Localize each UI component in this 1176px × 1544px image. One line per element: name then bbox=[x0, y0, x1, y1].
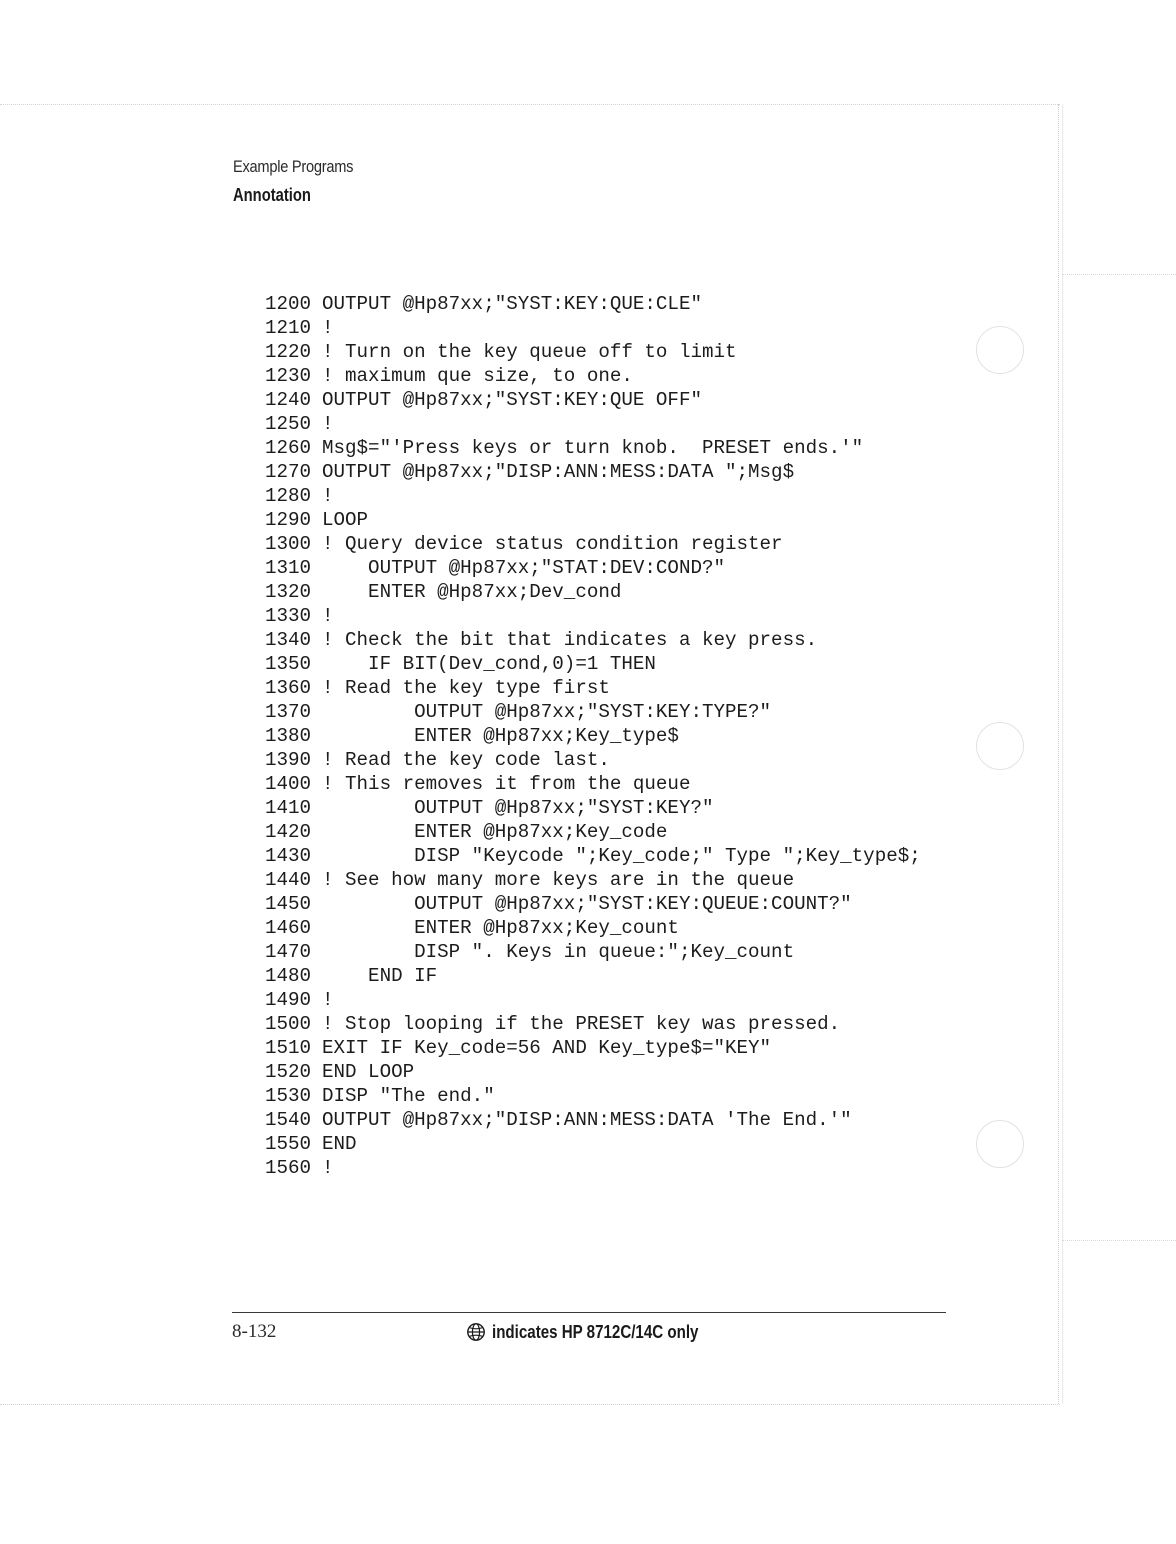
line-number: 1480 bbox=[265, 965, 312, 987]
line-number: 1410 bbox=[265, 797, 312, 819]
code-text: ! bbox=[322, 317, 334, 339]
code-text: OUTPUT @Hp87xx;"SYST:KEY?" bbox=[322, 797, 714, 819]
line-number: 1450 bbox=[265, 893, 312, 915]
code-line bbox=[265, 1036, 921, 1060]
line-number: 1200 bbox=[265, 293, 312, 315]
line-number: 1290 bbox=[265, 509, 312, 531]
footer-note-text: indicates HP 8712C/14C only bbox=[492, 1322, 699, 1342]
code-line bbox=[265, 1060, 921, 1084]
code-line bbox=[265, 820, 921, 844]
tab-divider bbox=[1062, 274, 1176, 275]
code-text: ENTER @Hp87xx;Key_code bbox=[322, 821, 668, 843]
code-line bbox=[265, 772, 921, 796]
line-number: 1340 bbox=[265, 629, 312, 651]
code-text: ! Read the key type first bbox=[322, 677, 610, 699]
code-text: ! Query device status condition register bbox=[322, 533, 783, 555]
line-number: 1260 bbox=[265, 437, 312, 459]
line-number: 1460 bbox=[265, 917, 312, 939]
code-line bbox=[265, 700, 921, 724]
line-number: 1270 bbox=[265, 461, 312, 483]
code-line bbox=[265, 1132, 921, 1156]
line-number: 1430 bbox=[265, 845, 312, 867]
code-line bbox=[265, 556, 921, 580]
code-text: ENTER @Hp87xx;Key_count bbox=[322, 917, 679, 939]
punch-hole bbox=[976, 1120, 1024, 1168]
code-text: OUTPUT @Hp87xx;"SYST:KEY:QUEUE:COUNT?" bbox=[322, 893, 852, 915]
code-text: IF BIT(Dev_cond,0)=1 THEN bbox=[322, 653, 656, 675]
code-text: EXIT IF Key_code=56 AND Key_type$="KEY" bbox=[322, 1037, 772, 1059]
line-number: 1440 bbox=[265, 869, 312, 891]
code-line bbox=[265, 484, 921, 508]
code-line bbox=[265, 340, 921, 364]
code-text: Msg$="'Press keys or turn knob. PRESET ends.'" bbox=[322, 437, 864, 459]
code-text: OUTPUT @Hp87xx;"SYST:KEY:QUE OFF" bbox=[322, 389, 702, 411]
line-number: 1520 bbox=[265, 1061, 312, 1083]
tab-divider bbox=[1062, 1240, 1176, 1241]
code-line bbox=[265, 748, 921, 772]
code-text: ! Read the key code last. bbox=[322, 749, 610, 771]
scan-edge-bottom bbox=[0, 1404, 1060, 1405]
code-text: ! See how many more keys are in the queue bbox=[322, 869, 795, 891]
code-line bbox=[265, 1156, 921, 1180]
code-text: DISP ". Keys in queue:";Key_count bbox=[322, 941, 795, 963]
code-text: DISP "Keycode ";Key_code;" Type ";Key_type$; bbox=[322, 845, 921, 867]
code-text: DISP "The end." bbox=[322, 1085, 495, 1107]
code-text: OUTPUT @Hp87xx;"STAT:DEV:COND?" bbox=[322, 557, 726, 579]
scan-edge-top bbox=[0, 104, 1060, 105]
section-label: Example Programs bbox=[233, 157, 354, 176]
code-line bbox=[265, 868, 921, 892]
code-listing bbox=[265, 292, 921, 1180]
scan-edge-right bbox=[1058, 104, 1059, 1404]
line-number: 1310 bbox=[265, 557, 312, 579]
code-line bbox=[265, 988, 921, 1012]
line-number: 1280 bbox=[265, 485, 312, 507]
line-number: 1320 bbox=[265, 581, 312, 603]
code-text: ! bbox=[322, 1157, 334, 1179]
code-text: ! bbox=[322, 485, 334, 507]
code-line bbox=[265, 916, 921, 940]
code-line bbox=[265, 1084, 921, 1108]
code-text: ! This removes it from the queue bbox=[322, 773, 691, 795]
code-line bbox=[265, 676, 921, 700]
code-text: ENTER @Hp87xx;Key_type$ bbox=[322, 725, 679, 747]
punch-hole bbox=[976, 326, 1024, 374]
code-text: END LOOP bbox=[322, 1061, 415, 1083]
line-number: 1240 bbox=[265, 389, 312, 411]
code-text: OUTPUT @Hp87xx;"DISP:ANN:MESS:DATA 'The End.'" bbox=[322, 1109, 852, 1131]
code-text: LOOP bbox=[322, 509, 369, 531]
code-text: END bbox=[322, 1133, 357, 1155]
line-number: 1220 bbox=[265, 341, 312, 363]
section-title: Annotation bbox=[233, 185, 311, 205]
code-line bbox=[265, 892, 921, 916]
line-number: 1330 bbox=[265, 605, 312, 627]
page-number: 8-132 bbox=[232, 1321, 277, 1342]
line-number: 1470 bbox=[265, 941, 312, 963]
globe-icon bbox=[466, 1322, 486, 1342]
code-text: ! Check the bit that indicates a key press. bbox=[322, 629, 818, 651]
line-number: 1250 bbox=[265, 413, 312, 435]
punch-hole bbox=[976, 722, 1024, 770]
code-text: ! Turn on the key queue off to limit bbox=[322, 341, 737, 363]
line-number: 1230 bbox=[265, 365, 312, 387]
line-number: 1510 bbox=[265, 1037, 312, 1059]
code-line bbox=[265, 1012, 921, 1036]
code-line bbox=[265, 364, 921, 388]
code-line bbox=[265, 580, 921, 604]
code-text: ! Stop looping if the PRESET key was pressed. bbox=[322, 1013, 841, 1035]
line-number: 1300 bbox=[265, 533, 312, 555]
line-number: 1390 bbox=[265, 749, 312, 771]
code-text: ! bbox=[322, 605, 334, 627]
footer-note bbox=[466, 1320, 738, 1344]
line-number: 1420 bbox=[265, 821, 312, 843]
code-text: OUTPUT @Hp87xx;"DISP:ANN:MESS:DATA ";Msg$ bbox=[322, 461, 795, 483]
line-number: 1350 bbox=[265, 653, 312, 675]
line-number: 1360 bbox=[265, 677, 312, 699]
code-text: ! maximum que size, to one. bbox=[322, 365, 633, 387]
code-line bbox=[265, 940, 921, 964]
code-line bbox=[265, 724, 921, 748]
code-line bbox=[265, 604, 921, 628]
line-number: 1500 bbox=[265, 1013, 312, 1035]
code-line bbox=[265, 532, 921, 556]
line-number: 1210 bbox=[265, 317, 312, 339]
code-line bbox=[265, 796, 921, 820]
page-header bbox=[233, 156, 373, 206]
code-text: ! bbox=[322, 413, 334, 435]
line-number: 1530 bbox=[265, 1085, 312, 1107]
code-line bbox=[265, 436, 921, 460]
line-number: 1490 bbox=[265, 989, 312, 1011]
line-number: 1370 bbox=[265, 701, 312, 723]
code-line bbox=[265, 652, 921, 676]
line-number: 1550 bbox=[265, 1133, 312, 1155]
code-line bbox=[265, 844, 921, 868]
line-number: 1560 bbox=[265, 1157, 312, 1179]
code-text: END IF bbox=[322, 965, 438, 987]
code-line bbox=[265, 388, 921, 412]
footer-rule bbox=[232, 1312, 946, 1313]
code-line bbox=[265, 964, 921, 988]
code-line bbox=[265, 628, 921, 652]
code-text: OUTPUT @Hp87xx;"SYST:KEY:TYPE?" bbox=[322, 701, 772, 723]
code-line bbox=[265, 460, 921, 484]
code-text: ! bbox=[322, 989, 334, 1011]
code-line bbox=[265, 508, 921, 532]
scan-edge-right-shadow bbox=[1062, 104, 1063, 1404]
code-line bbox=[265, 1108, 921, 1132]
line-number: 1540 bbox=[265, 1109, 312, 1131]
code-line bbox=[265, 292, 921, 316]
code-text: ENTER @Hp87xx;Dev_cond bbox=[322, 581, 622, 603]
code-text: OUTPUT @Hp87xx;"SYST:KEY:QUE:CLE" bbox=[322, 293, 702, 315]
code-line bbox=[265, 316, 921, 340]
code-line bbox=[265, 412, 921, 436]
line-number: 1400 bbox=[265, 773, 312, 795]
line-number: 1380 bbox=[265, 725, 312, 747]
